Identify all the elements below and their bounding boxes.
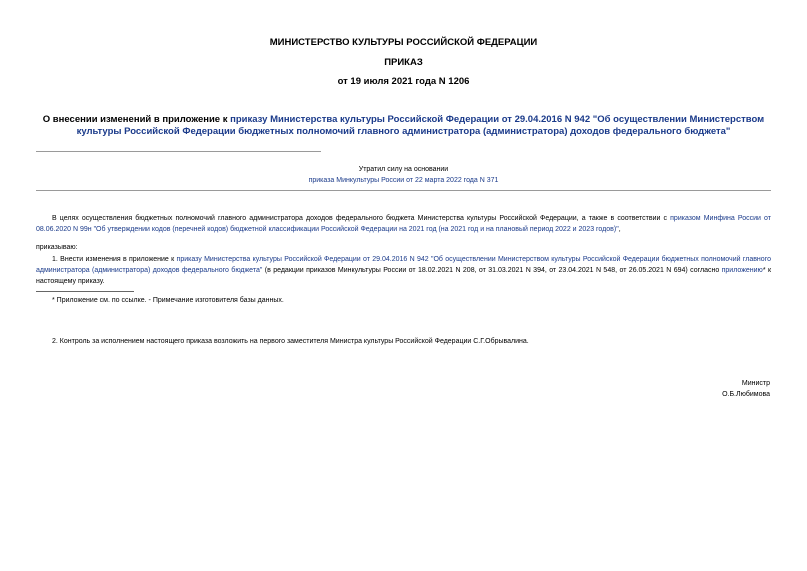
item-1 bbox=[36, 254, 771, 287]
paragraph-1 bbox=[36, 213, 771, 235]
p1-end: , bbox=[618, 226, 621, 233]
doc-type-heading: ПРИКАЗ bbox=[384, 57, 423, 68]
title-prefix: О внесении изменений в приложение к bbox=[42, 114, 231, 125]
item1-text-c: * к настоящему приказу. bbox=[36, 267, 772, 285]
signature-name: О.Б.Любимова bbox=[722, 391, 770, 398]
minfin-order-link[interactable]: приказом Минфина России от 08.06.2020 N 99н "Об утверждении кодов (перечней кодов) бюджетной классификации Российской Федерации на 2021 год (на 2021 год и на плановый период 2022 и 2023 годов)" bbox=[36, 215, 771, 233]
item-2: 2. Контроль за исполнением настоящего приказа возложить на первого заместителя Министра культуры Российской Федерации С.Г.Обрывалина. bbox=[52, 338, 529, 345]
item1-text-b: (в редакции приказов Минкультуры России от 18.02.2021 N 208, от 31.03.2021 N 394, от 23.04.2021 N 548, от 26.05.2021 N 694) согласно bbox=[262, 267, 722, 274]
footnote-rule bbox=[36, 291, 134, 292]
status-block bbox=[0, 164, 807, 186]
doc-date-heading: от 19 июля 2021 года N 1206 bbox=[337, 76, 470, 87]
appendix-link[interactable]: приложению bbox=[721, 267, 763, 274]
document-title bbox=[36, 114, 771, 138]
order-942-link[interactable]: приказу Министерства культуры Российской Федерации от 29.04.2016 N 942 "Об осуществлении Министерством культуры Российской Федерации бюджетных полномочий главного администратора (администратора) доходов федерального бюджета" bbox=[36, 256, 771, 274]
signature-block bbox=[722, 378, 770, 400]
title-link[interactable]: приказу Министерства культуры Российской Федерации от 29.04.2016 N 942 "Об осуществлении Министерством культуры Российской Федерации бюджетных полномочий главного администратора (администратора) доходов федерального бюджета" bbox=[76, 114, 765, 137]
divider-long bbox=[36, 190, 771, 191]
divider-short bbox=[36, 151, 321, 152]
item1-text-a: 1. Внести изменения в приложение к bbox=[52, 256, 177, 263]
signature-position: Министр bbox=[741, 380, 770, 387]
status-line: Утратил силу на основании bbox=[358, 166, 449, 173]
status-link[interactable]: приказа Минкультуры России от 22 марта 2022 года N 371 bbox=[308, 177, 499, 184]
p1-text: В целях осуществления бюджетных полномочий главного администратора доходов федерального бюджета Министерства культуры Российской Федерации, а также в соответствии с bbox=[52, 215, 671, 222]
footnote: * Приложение см. по ссылке. - Примечание изготовителя базы данных. bbox=[52, 297, 284, 304]
order-word: приказываю: bbox=[36, 244, 78, 251]
ministry-heading: МИНИСТЕРСТВО КУЛЬТУРЫ РОССИЙСКОЙ ФЕДЕРАЦИИ bbox=[269, 37, 538, 48]
